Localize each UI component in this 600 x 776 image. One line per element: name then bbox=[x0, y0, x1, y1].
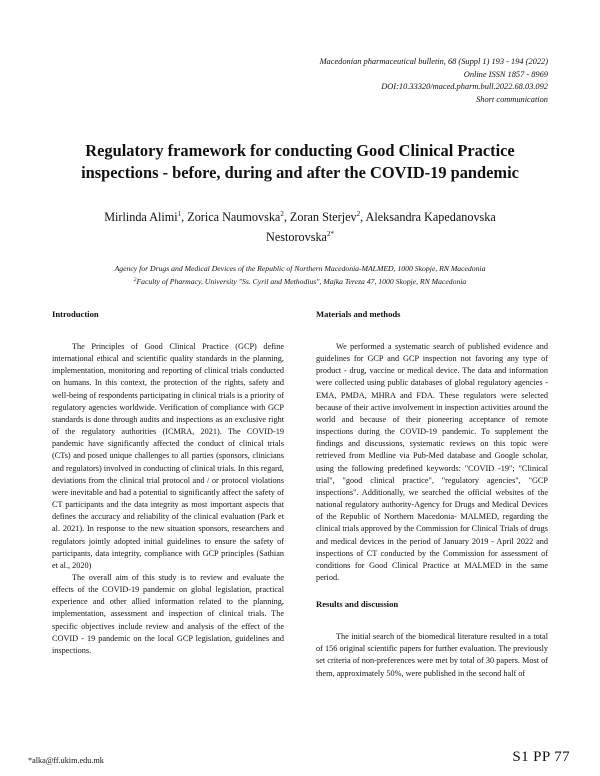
section-heading-results: Results and discussion bbox=[316, 599, 399, 610]
author-name: Mirlinda Alimi bbox=[104, 210, 178, 224]
article-type: Short communication bbox=[476, 94, 548, 104]
journal-issn: Online ISSN 1857 - 8969 bbox=[463, 69, 548, 79]
author-list bbox=[40, 208, 560, 247]
title-line-2: inspections - before, during and after the COVID-19 pandemic bbox=[81, 163, 519, 182]
author-name: , Zorica Naumovska bbox=[181, 210, 281, 224]
affiliations bbox=[40, 262, 560, 288]
affiliation-marker: 2 bbox=[280, 210, 284, 218]
journal-header bbox=[320, 56, 548, 106]
affiliation-marker: 2 bbox=[133, 277, 137, 283]
affiliation-marker: 2 bbox=[356, 210, 361, 218]
affiliation-2: $^2$Faculty of Pharmacy, University "Ss. Cyril and Methodius", Majka Tereza 47, 1000 Skopje, RN Macedonia bbox=[133, 277, 467, 286]
affiliation-marker: 1 bbox=[177, 210, 182, 218]
author-name: Nestorovska bbox=[266, 229, 327, 244]
affiliation-1: Agency for Drugs and Medical Devices of the Republic of Northern Macedonia-MALMED, 1000 Skopje, RN Macedonia bbox=[114, 264, 486, 273]
journal-doi[interactable]: DOI:10.33320/maced.pharm.bull.2022.68.03.092 bbox=[381, 82, 548, 92]
author-name: , Zoran Sterjev bbox=[283, 210, 357, 224]
paper-title bbox=[40, 140, 560, 184]
results-paragraph-1: The initial search of the biomedical literature resulted in a total of 156 original scientific papers for further evaluation. The previously set criteria of non-preferences were met by total of 30 papers. Most of them, approximately 50%, were published in the second half of bbox=[316, 632, 548, 678]
page-label: S1 PP 77 bbox=[512, 749, 570, 765]
journal-citation: Macedonian pharmaceutical bulletin, 68 (Suppl 1) 193 - 194 (2022) bbox=[319, 57, 548, 66]
section-heading-methods: Materials and methods bbox=[316, 309, 401, 319]
author-name: , Aleksandra Kapedanovska bbox=[360, 210, 496, 224]
title-line-1: Regulatory framework for conducting Good Clinical Practice bbox=[85, 141, 515, 160]
introduction-paragraph-2: The overall aim of this study is to review and evaluate the effects of the COVID-19 pandemic on global legislation, practical experience and other allied information related to the planning, implementation, assessment and inspection of clinical trials. The specific objectives include review and analysis of the effect of the COVID - 19 pandemic on the local GCP legislation, guidelines and inspections. bbox=[52, 572, 284, 655]
corresponding-email[interactable]: *alka@ff.ukim.edu.mk bbox=[28, 756, 104, 765]
right-column bbox=[316, 308, 548, 680]
left-column bbox=[52, 308, 284, 657]
affiliation-marker: 2* bbox=[326, 229, 334, 238]
introduction-paragraph-1: The Principles of Good Clinical Practice (GCP) define international ethical and scientific quality standards in the planning, implementation, monitoring and reporting of clinical trials conducted on humans. In this context, the protection of the rights, safety and well-being of respondents participating in clinical trials is a priority of regulatory agencies worldwide. Verification of compliance with GCP standards is done through audits and inspections as an exclusive right of the regulatory authorities (ICMRA, 2021). The COVID-19 pandemic have significantly affected the conduct of clinical trials (CTs) and posed unique challenges to all parties (sponsors, clinicians and regulators) involved in conducting of clinical trials. In this regard, deviations from the clinical trial protocol and / or protocol violations were inevitable and had a potential to significantly affect the safety of CT participants and the data integrity as most important aspects that defines the accuracy and reliability of the clinical evaluation (Park et al. 2021). In response to the new situation sponsors, researchers and regulators jointly adopted initial guidelines to ensure the safety of participants, data integrity, compliance with GCP principles (Sathian et al., 2020) bbox=[52, 342, 284, 570]
methods-paragraph-1: We performed a systematic search of published evidence and guidelines for GCP and GCP inspection not favoring any type of product - drug, vaccine or medical device. The data and information were collected using public databases of global regulatory agencies - EMA, PMDA, MHRA and FDA. These regulators were selected because of their active involvement in inspection activities around the world and because of their pioneering acceptance of remote inspections during the COVID-19 pandemic. To supplement the findings and discussions, systematic reviews on this topic were retrieved from Medline via Pub-Med database and Google scholar, using the following predefined keywords: "COVID -19"; "Clinical trial", "good clinical practice", "regulatory agencies", "GCP inspections". Additionally, we searched the official websites of the national regulatory authority-Agency for Drugs and Medical Devices of the Republic of Northern Macedonia- MALMED, regarding the clinical trials approved by the Commission for Clinical Trials of drugs and medical devices in the period of January 2019 - April 2022 and inspections of CT conducted by the Commission for assessment of conditions for Good Clinical Practice at MALMED in the same period. bbox=[316, 342, 548, 582]
section-spacer bbox=[316, 584, 548, 598]
section-heading-introduction: Introduction bbox=[52, 309, 99, 319]
